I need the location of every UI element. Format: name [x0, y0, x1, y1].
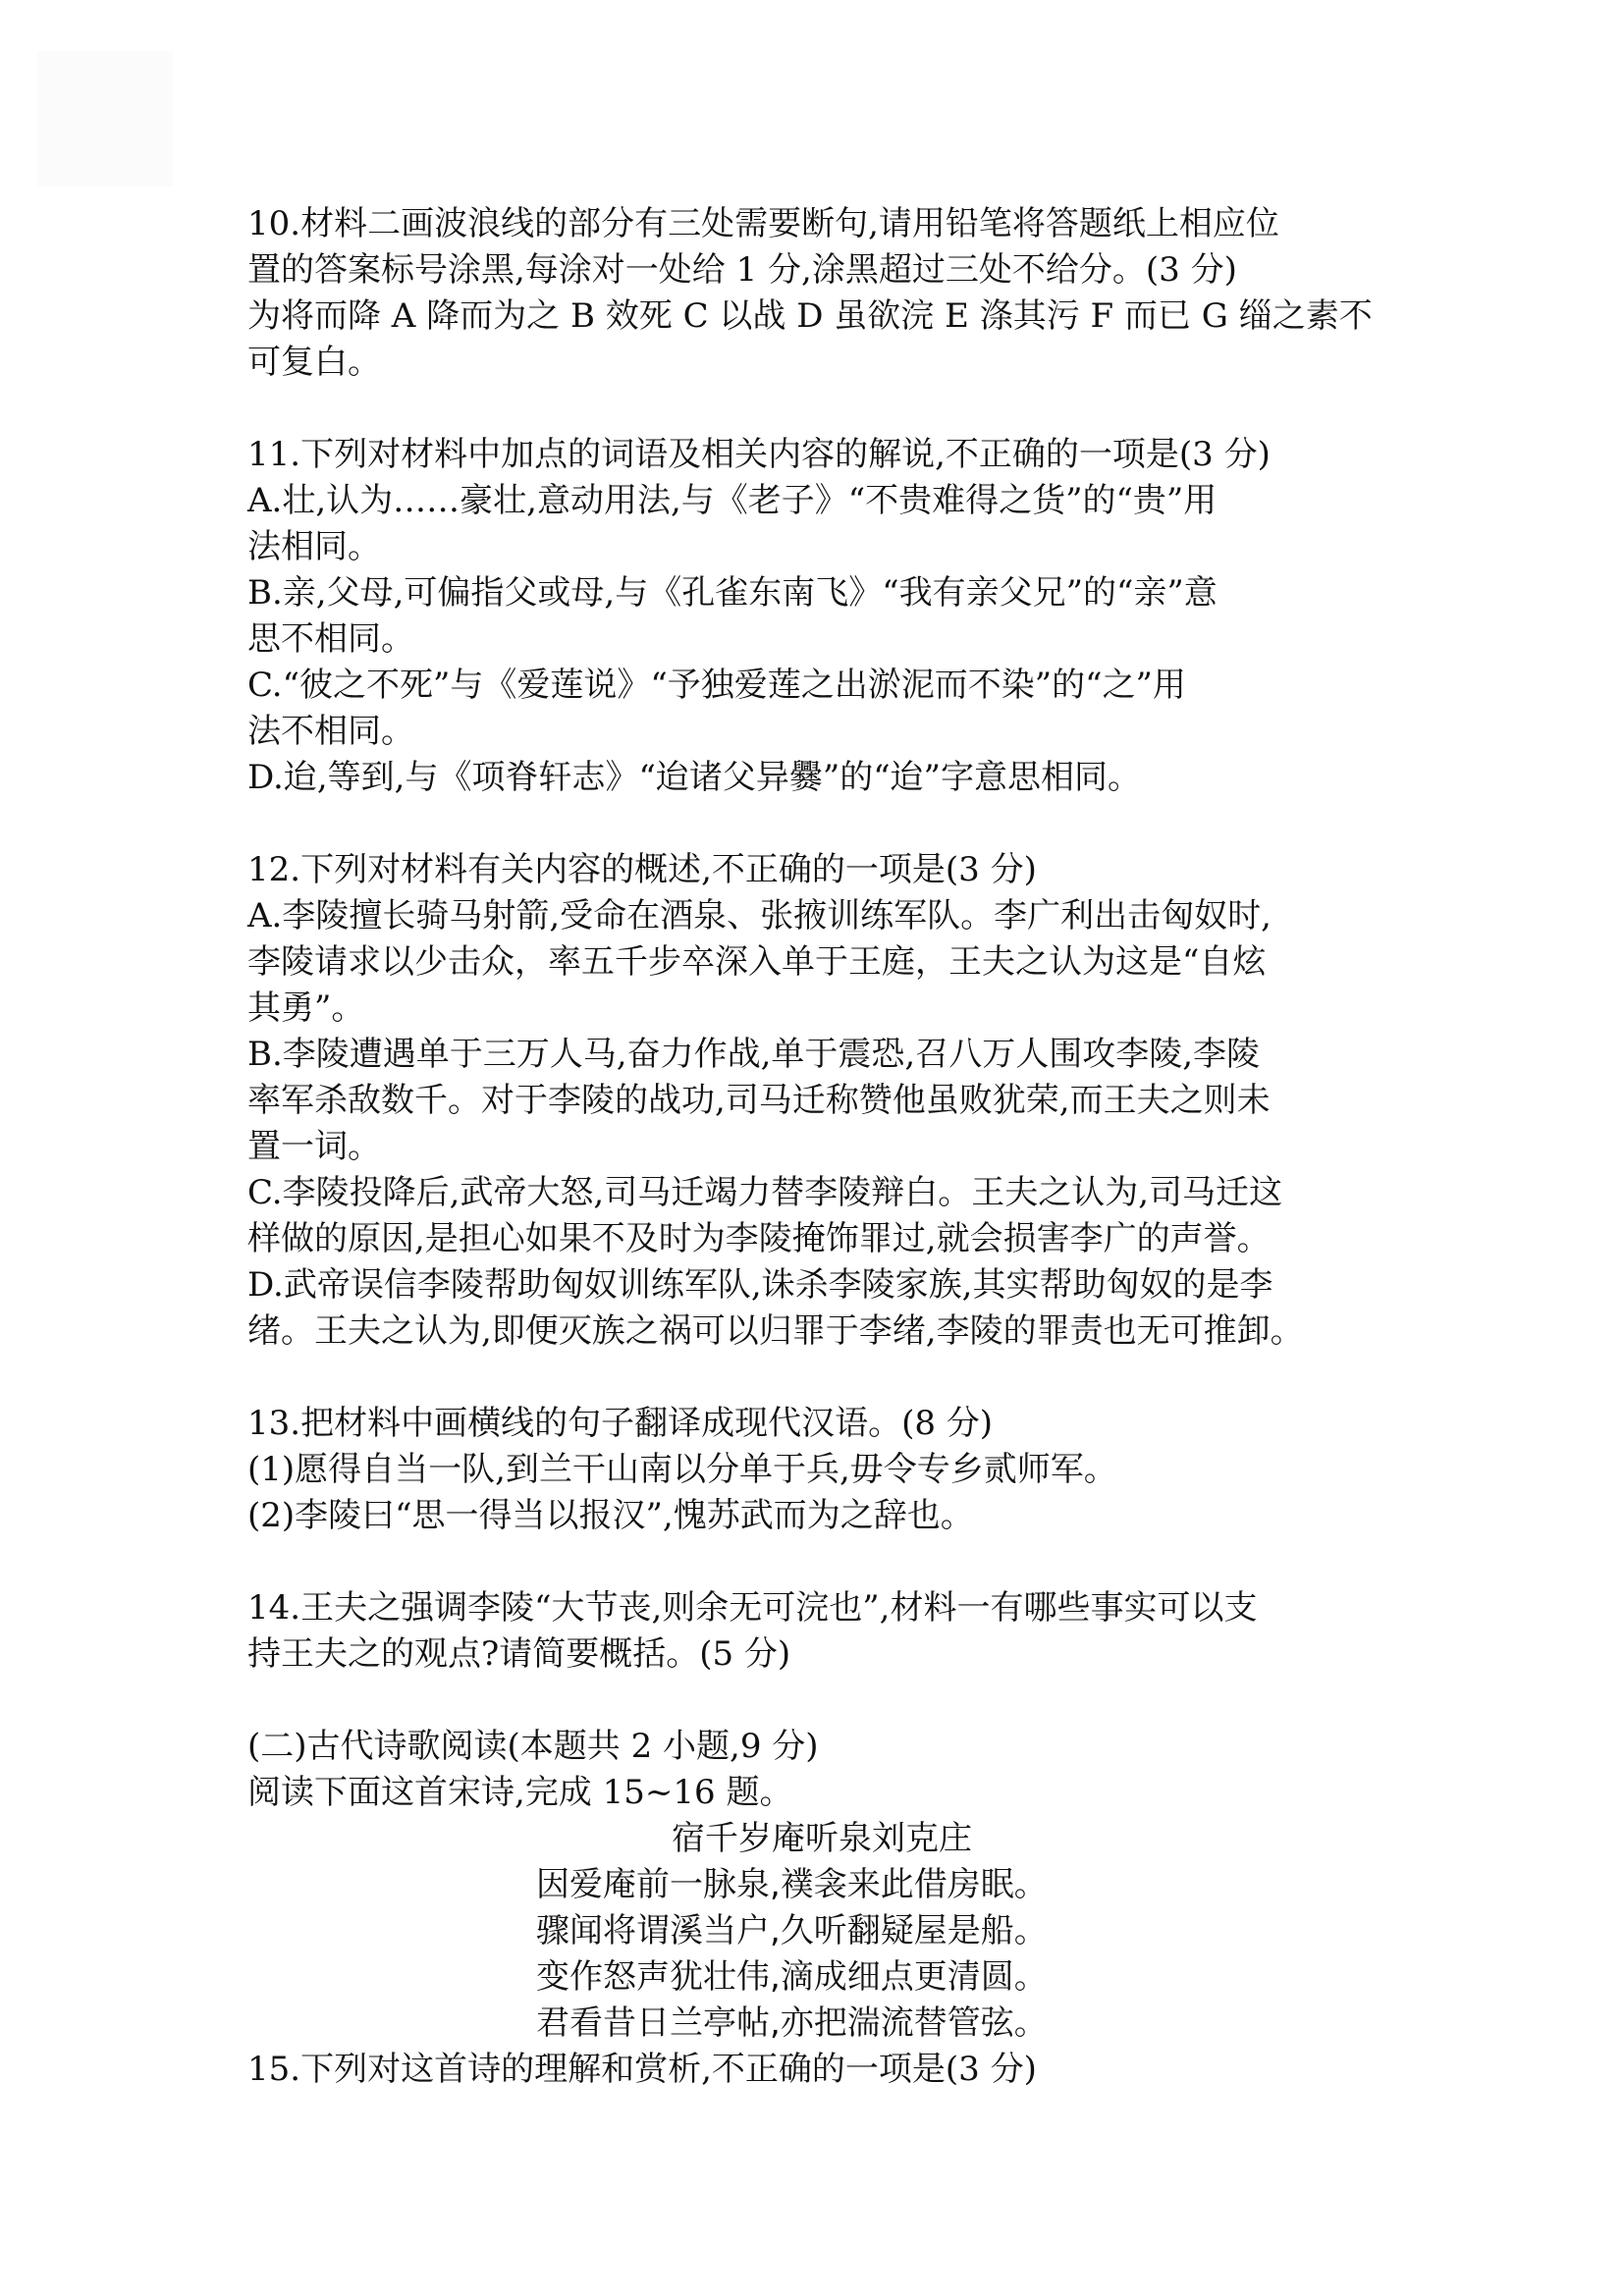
question-10-line: 可复白。: [247, 343, 381, 382]
question-11-option-d: D.迨,等到,与《项脊轩志》“迨诸父异爨”的“迨”字意思相同。: [247, 758, 1141, 797]
question-12-option-a: A.李陵擅长骑马射箭,受命在酒泉、张掖训练军队。李广利出击匈奴时,: [247, 896, 1272, 935]
question-14-line: 持王夫之的观点?请简要概括。(5 分): [247, 1634, 791, 1674]
poem-title: 宿千岁庵听泉刘克庄: [672, 1819, 972, 1858]
question-12-option-c: C.李陵投降后,武帝大怒,司马迁竭力替李陵辩白。王夫之认为,司马迁这: [247, 1173, 1283, 1212]
question-11-option-b: 思不相同。: [247, 619, 414, 659]
question-10: [247, 201, 1396, 386]
question-15: [247, 2047, 1396, 2093]
poem-line: 君看昔日兰亭帖,亦把湍流替管弦。: [536, 2003, 1048, 2043]
question-14-line: 14.王夫之强调李陵“大节丧,则余无可浣也”,材料一有哪些事实可以支: [247, 1588, 1258, 1628]
question-11-option-a: A.壮,认为……豪壮,意动用法,与《老子》“不贵难得之货”的“贵”用: [247, 481, 1218, 520]
question-13-part-2: (2)李陵曰“思一得当以报汉”,愧苏武而为之辞也。: [247, 1496, 974, 1535]
question-10-line: 为将而降 A 降而为之 B 效死 C 以战 D 虽欲浣 E 涤其污 F 而已 G 缁之素不: [247, 296, 1373, 336]
question-11-option-a: 法相同。: [247, 527, 381, 566]
question-11-stem: 11.下列对材料中加点的词语及相关内容的解说,不正确的一项是(3 分): [247, 435, 1271, 474]
question-11: [247, 432, 1396, 801]
poem-line: 变作怒声犹壮伟,滴成细点更清圆。: [536, 1957, 1048, 1997]
question-13-stem: 13.把材料中画横线的句子翻译成现代汉语。(8 分): [247, 1404, 994, 1443]
question-12-option-b: B.李陵遭遇单于三万人马,奋力作战,单于震恐,召八万人围攻李陵,李陵: [247, 1035, 1261, 1074]
scan-corner-mark: [37, 51, 173, 187]
question-12-option-a: 李陵请求以少击众，率五千步卒深入单于王庭，王夫之认为这是“自炫: [247, 942, 1267, 982]
question-12-option-b: 置一词。: [247, 1127, 381, 1166]
question-15-stem: 15.下列对这首诗的理解和赏析,不正确的一项是(3 分): [247, 2050, 1037, 2089]
section-heading: (二)古代诗歌阅读(本题共 2 小题,9 分): [247, 1727, 819, 1766]
question-11-option-c: C.“彼之不死”与《爱莲说》“予独爱莲之出淤泥而不染”的“之”用: [247, 666, 1186, 705]
question-14: [247, 1585, 1396, 1678]
question-10-line: 10.材料二画波浪线的部分有三处需要断句,请用铅笔将答题纸上相应位: [247, 204, 1279, 243]
section-instruction: 阅读下面这首宋诗,完成 15~16 题。: [247, 1773, 793, 1812]
poem-line: 骤闻将谓溪当户,久听翻疑屋是船。: [536, 1911, 1048, 1950]
question-11-option-b: B.亲,父母,可偏指父或母,与《孔雀东南飞》“我有亲父兄”的“亲”意: [247, 573, 1218, 613]
question-11-option-c: 法不相同。: [247, 712, 414, 751]
question-12-option-a: 其勇”。: [247, 988, 365, 1028]
poem-line: 因爱庵前一脉泉,襆衾来此借房眠。: [536, 1865, 1048, 1904]
section-poetry-reading: [247, 1724, 1396, 2047]
question-12-option-c: 样做的原因,是担心如果不及时为李陵掩饰罪过,就会损害李广的声誉。: [247, 1219, 1271, 1258]
question-12: [247, 847, 1396, 1355]
question-10-line: 置的答案标号涂黑,每涂对一处给 1 分,涂黑超过三处不给分。(3 分): [247, 250, 1237, 290]
question-12-option-b: 率军杀敌数千。对于李陵的战功,司马迁称赞他虽败犹荣,而王夫之则未: [247, 1081, 1271, 1120]
question-12-option-d: D.武帝误信李陵帮助匈奴训练军队,诛杀李陵家族,其实帮助匈奴的是李: [247, 1265, 1273, 1305]
question-12-option-d: 绪。王夫之认为,即便灭族之祸可以归罪于李绪,李陵的罪责也无可推卸。: [247, 1311, 1304, 1351]
question-13: [247, 1401, 1396, 1539]
poem-body: [536, 1862, 1396, 2047]
exam-page: [247, 201, 1396, 2093]
question-13-part-1: (1)愿得自当一队,到兰干山南以分单于兵,毋令专乡贰师军。: [247, 1450, 1117, 1489]
question-12-stem: 12.下列对材料有关内容的概述,不正确的一项是(3 分): [247, 850, 1037, 889]
